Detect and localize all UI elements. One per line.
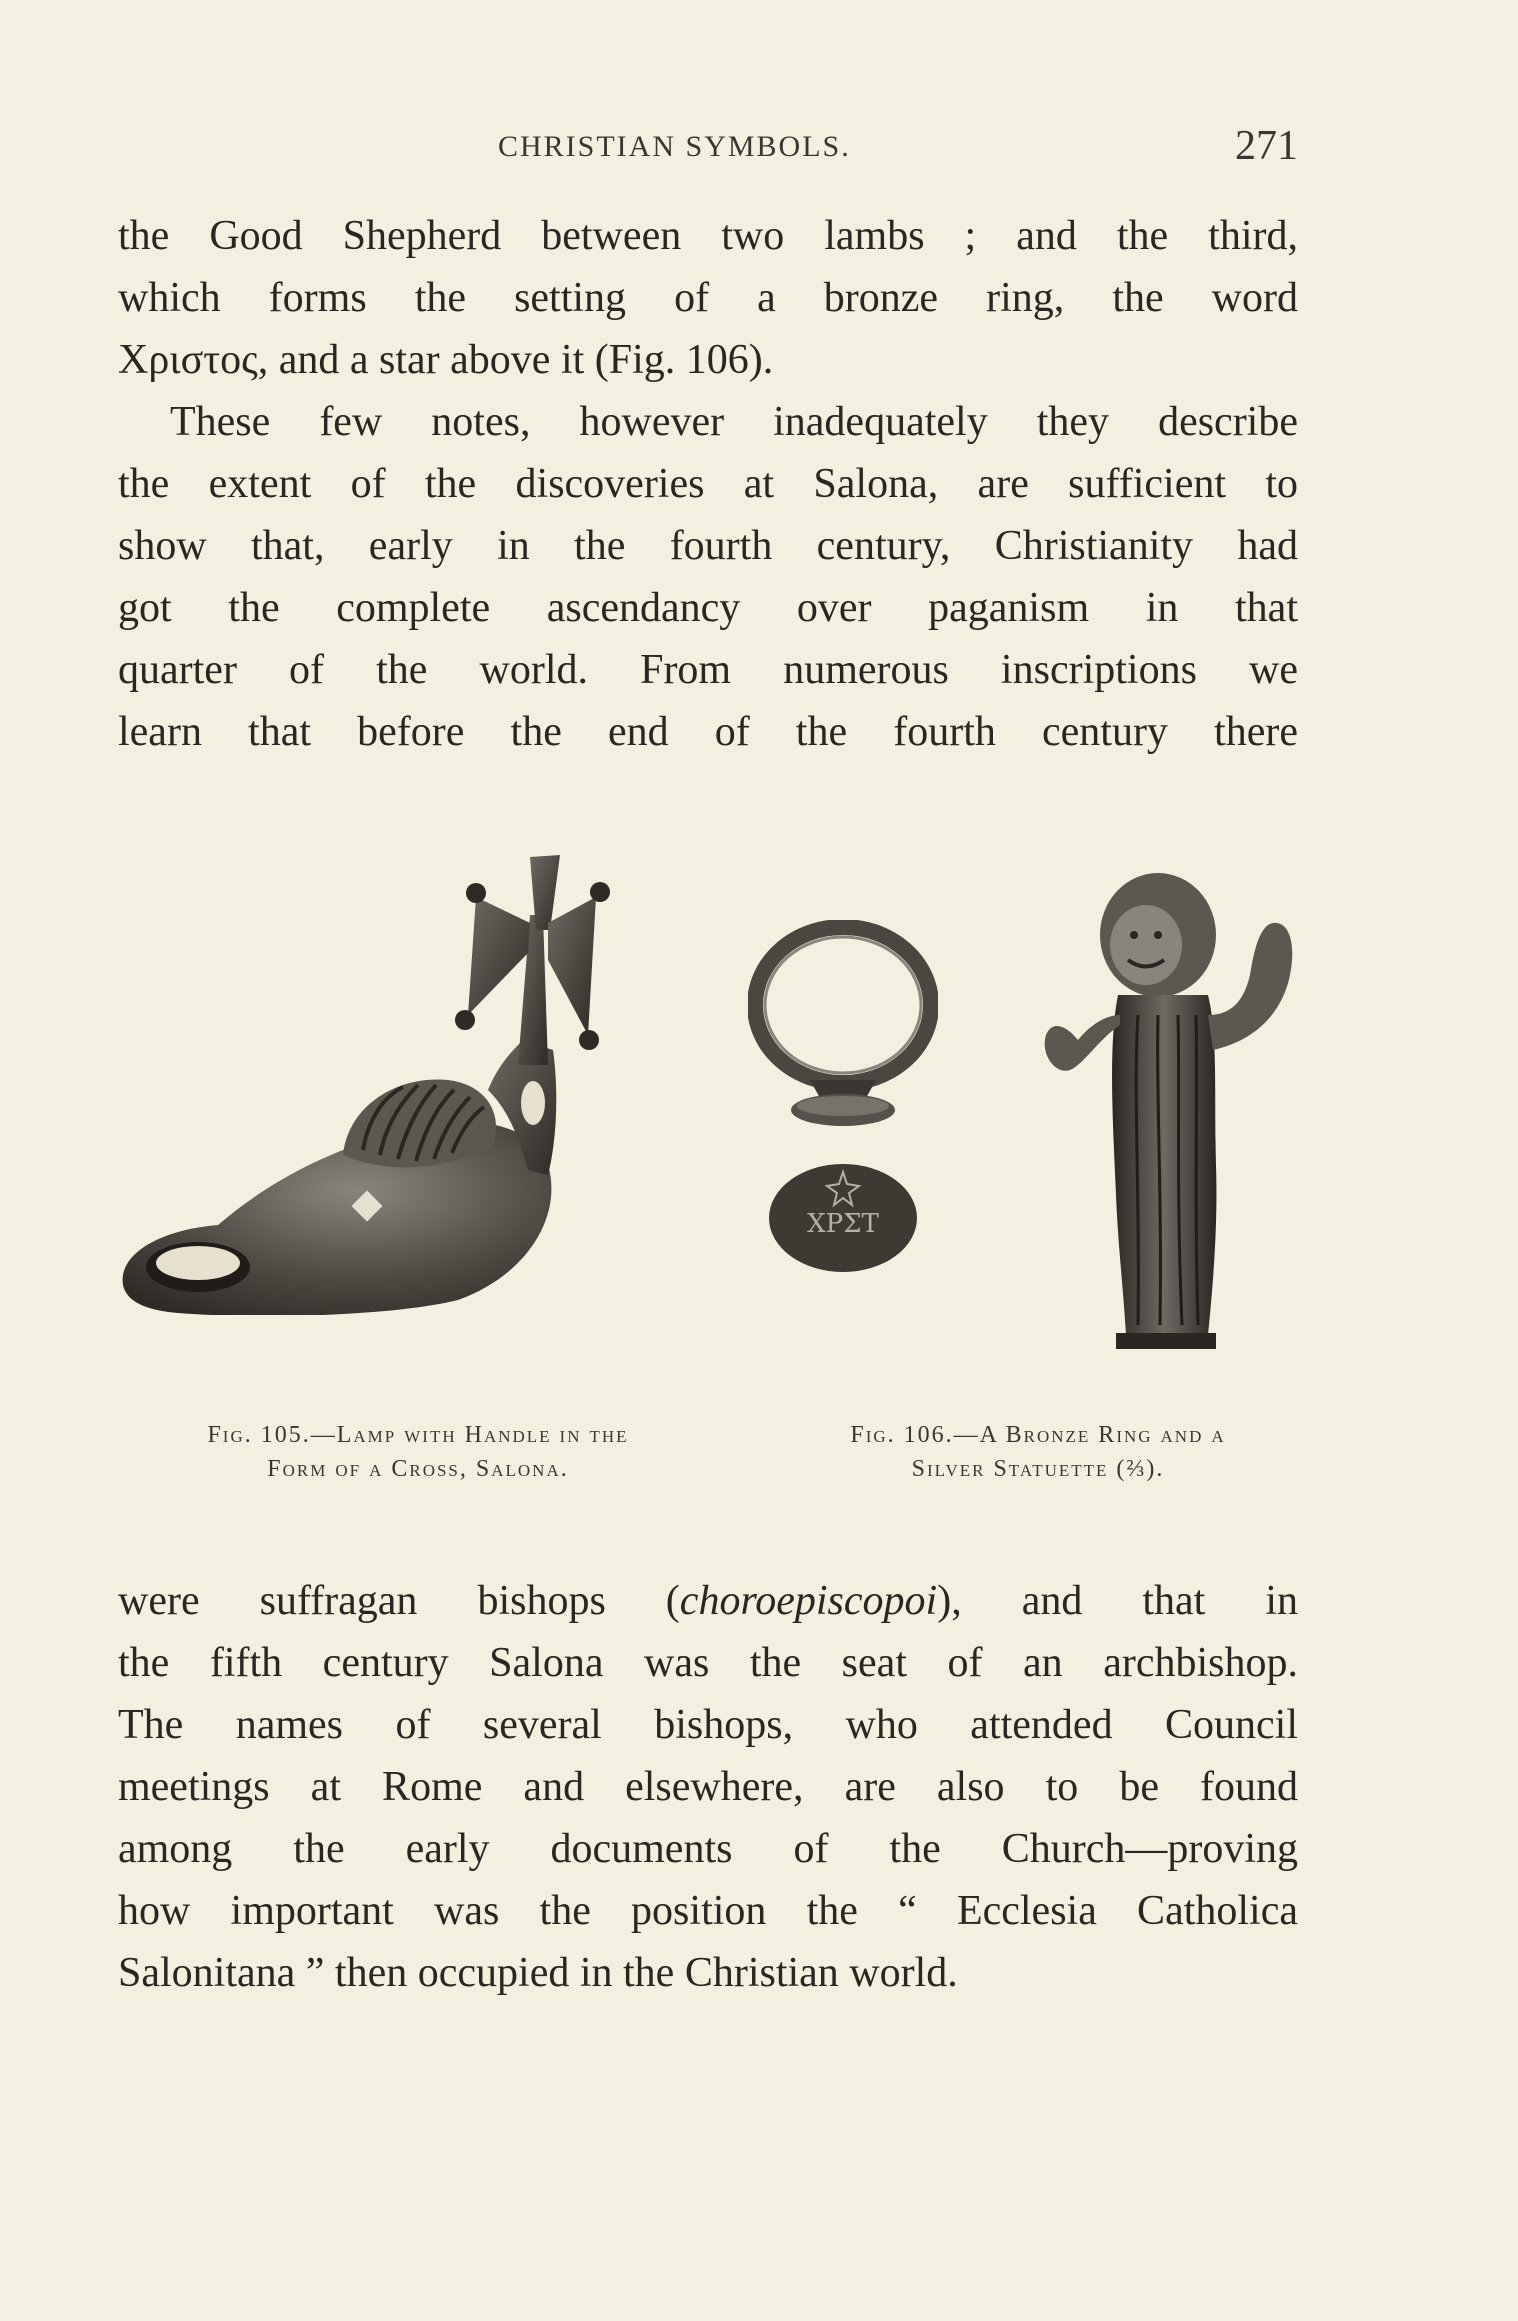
cross-knob — [590, 882, 610, 902]
caption-line: Form of a Cross, Salona. — [267, 1456, 569, 1482]
statuette-robe — [1112, 995, 1216, 1335]
statuette-right-arm-raised — [1208, 923, 1292, 1050]
text-line — [118, 1570, 1298, 1632]
statuette-eye — [1130, 931, 1138, 939]
cross-left-arm — [468, 897, 530, 1015]
paragraph-bottom — [118, 1570, 1298, 2004]
text-line: the extent of the discoveries at Salona, are sufficient to — [118, 461, 1298, 507]
statuette-face — [1110, 905, 1182, 985]
statuette-left-arm — [1045, 1015, 1120, 1071]
lamp-handle-hole — [521, 1081, 545, 1125]
text-line: got the complete ascendancy over paganism in that — [118, 585, 1298, 631]
paragraph-middle — [118, 391, 1298, 763]
text-segment: ), and that in — [937, 1578, 1298, 1624]
text-line: the fifth century Salona was the seat of an archbishop. — [118, 1640, 1298, 1686]
caption-line: Fig. 105.—Lamp with Handle in the — [207, 1422, 629, 1448]
lamp-with-cross-illustration — [118, 835, 678, 1315]
statuette-base — [1116, 1333, 1216, 1349]
text-segment: were suffragan bishops ( — [118, 1578, 680, 1624]
lamp-nozzle-hole — [156, 1246, 240, 1280]
text-line: show that, early in the fourth century, Christianity had — [118, 523, 1298, 569]
cross-right-arm — [548, 897, 596, 1035]
text-line: quarter of the world. From numerous inscriptions we — [118, 647, 1298, 693]
cross-knob — [455, 1010, 475, 1030]
running-title: CHRISTIAN SYMBOLS. — [498, 130, 851, 163]
text-line: The names of several bishops, who attended Council — [118, 1702, 1298, 1748]
text-line: which forms the setting of a bronze ring, the word — [118, 275, 1298, 321]
cross-knob — [579, 1030, 599, 1050]
ring-bezel-top — [797, 1096, 889, 1116]
text-line: Χριστος, and a star above it (Fig. 106). — [118, 337, 774, 383]
running-head — [118, 122, 1298, 172]
caption-line: Fig. 106.—A Bronze Ring and a — [850, 1422, 1226, 1448]
silver-statuette-illustration — [1028, 865, 1308, 1375]
ring-inscription: ΧΡΣΤ — [807, 1209, 879, 1239]
statuette-eye — [1154, 931, 1162, 939]
figures-area — [118, 820, 1298, 1482]
text-line: meetings at Rome and elsewhere, are also to be found — [118, 1764, 1298, 1810]
text-line: how important was the position the “ Ecclesia Catholica — [118, 1888, 1298, 1934]
ring-band — [755, 927, 931, 1083]
text-line: These few notes, however inadequately they describe — [170, 399, 1298, 445]
cross-knob — [466, 883, 486, 903]
caption-line: Silver Statuette (⅔). — [911, 1456, 1165, 1482]
text-line: Salonitana ” then occupied in the Christian world. — [118, 1950, 958, 1996]
ring-band-highlight — [765, 937, 921, 1073]
text-line: the Good Shepherd between two lambs ; and the third, — [118, 213, 1298, 259]
bronze-ring-illustration — [748, 920, 938, 1300]
italic-term: choroepiscopoi — [679, 1578, 938, 1624]
text-line: learn that before the end of the fourth century there — [118, 709, 1298, 755]
text-line: among the early documents of the Church—proving — [118, 1826, 1298, 1872]
caption-fig-106 — [778, 1418, 1298, 1486]
caption-fig-105 — [118, 1418, 718, 1486]
page-number: 271 — [1235, 123, 1298, 169]
paragraph-top — [118, 205, 1298, 391]
